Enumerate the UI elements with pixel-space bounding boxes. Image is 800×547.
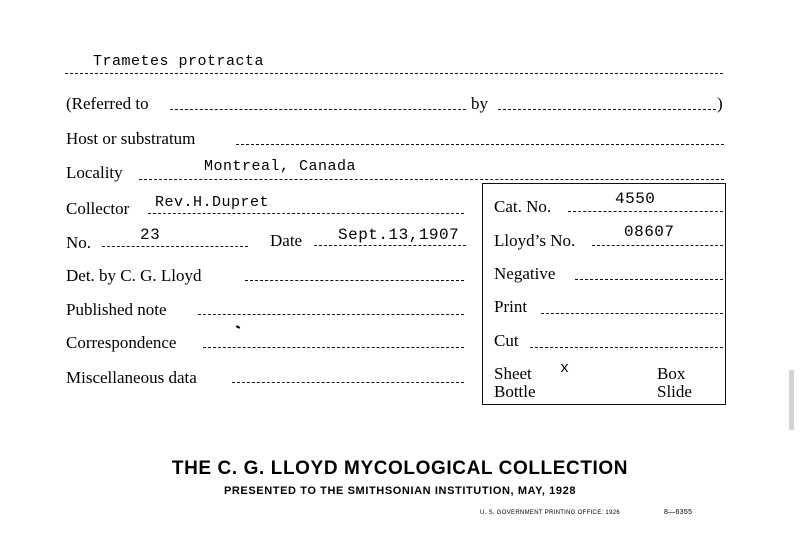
cat-no-label: Cat. No. <box>494 197 552 216</box>
host-rule <box>236 144 724 145</box>
negative-label: Negative <box>494 264 556 283</box>
referred-to-label: (Referred to <box>66 94 149 113</box>
box-bottom-border <box>482 404 726 405</box>
published-note-rule <box>198 314 464 315</box>
collection-subtitle: PRESENTED TO THE SMITHSONIAN INSTITUTION, MAY, 1928 <box>223 485 577 497</box>
correspondence-label: Correspondence <box>66 333 177 352</box>
scan-mark <box>789 370 794 430</box>
species-name: Trametes protracta <box>93 53 265 70</box>
locality-label: Locality <box>66 163 123 182</box>
det-by-rule <box>245 280 464 281</box>
lloyds-no-rule <box>592 245 723 246</box>
box-label: Box <box>657 364 686 383</box>
date-value: Sept.13,1907 <box>338 226 460 244</box>
locality-rule <box>139 179 724 180</box>
slide-label: Slide <box>657 382 692 401</box>
cut-label: Cut <box>494 331 519 350</box>
form-number: 8—6355 <box>664 509 693 516</box>
box-left-border <box>482 183 483 405</box>
locality-value: Montreal, Canada <box>204 158 357 175</box>
negative-rule <box>575 279 723 280</box>
collection-title: THE C. G. LLOYD MYCOLOGICAL COLLECTION <box>171 458 629 479</box>
collector-value: Rev.H.Dupret <box>155 194 270 211</box>
no-value: 23 <box>140 226 161 244</box>
host-label: Host or substratum <box>66 129 196 148</box>
lloyds-no-value: 08607 <box>624 223 675 241</box>
misc-label: Miscellaneous data <box>66 368 197 387</box>
det-by-label: Det. by C. G. Lloyd <box>66 266 202 285</box>
close-paren: ) <box>717 94 723 113</box>
pen-mark <box>236 325 240 329</box>
referred-to-rule <box>170 109 466 110</box>
by-label: by <box>471 94 488 113</box>
print-rule <box>541 313 723 314</box>
published-note-label: Published note <box>66 300 167 319</box>
sheet-label: Sheet <box>494 364 532 383</box>
no-rule <box>102 246 248 247</box>
box-right-border <box>725 183 726 405</box>
cut-rule <box>530 347 723 348</box>
date-rule <box>314 245 466 246</box>
lloyds-no-label: Lloyd’s No. <box>494 231 576 250</box>
cat-no-value: 4550 <box>615 190 656 208</box>
species-rule <box>65 73 723 74</box>
by-rule <box>498 109 716 110</box>
print-label: Print <box>494 297 528 316</box>
box-top-border <box>482 183 726 184</box>
bottle-label: Bottle <box>494 382 536 401</box>
date-label: Date <box>270 231 303 250</box>
correspondence-rule <box>203 347 464 348</box>
collector-rule <box>148 213 464 214</box>
no-label: No. <box>66 233 92 252</box>
printing-office-note: U. S. GOVERNMENT PRINTING OFFICE: 1926 <box>480 510 620 516</box>
cat-no-rule <box>568 211 723 212</box>
collector-label: Collector <box>66 199 130 218</box>
misc-rule <box>232 382 464 383</box>
sheet-mark: x <box>560 360 570 377</box>
